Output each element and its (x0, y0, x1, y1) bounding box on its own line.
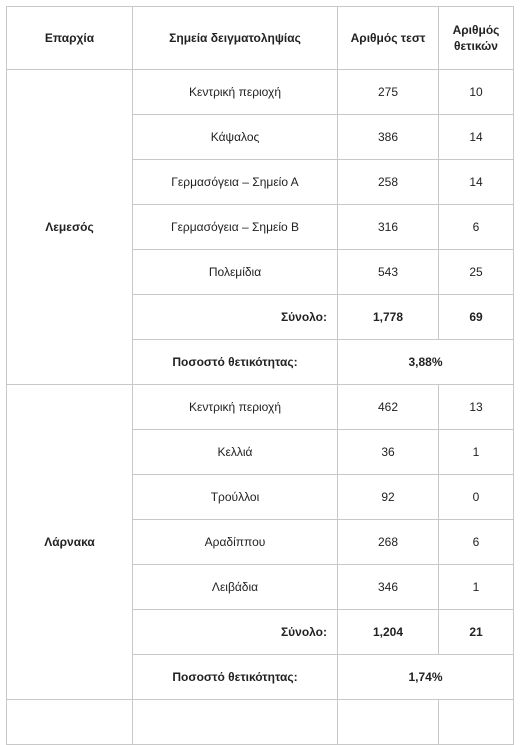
table-row (7, 700, 514, 745)
positives-cell: 1 (439, 430, 514, 475)
header-row (7, 7, 514, 70)
header-sampling-points: Σημεία δειγματοληψίας (133, 7, 338, 70)
tests-cell: 316 (338, 205, 439, 250)
sampling-point-cell: Κελλιά (133, 430, 338, 475)
tests-cell: 386 (338, 115, 439, 160)
district-cell (7, 700, 133, 745)
sampling-point-cell: Κεντρική περιοχή (133, 70, 338, 115)
tests-cell: 258 (338, 160, 439, 205)
rate-value: 1,74% (338, 655, 514, 700)
tests-cell: 346 (338, 565, 439, 610)
sampling-point-cell: Πολεμίδια (133, 250, 338, 295)
header-positives: Αριθμός θετικών (439, 7, 514, 70)
header-tests: Αριθμός τεστ (338, 7, 439, 70)
rate-label: Ποσοστό θετικότητας: (133, 655, 338, 700)
tests-cell: 92 (338, 475, 439, 520)
sampling-point-cell: Τρούλλοι (133, 475, 338, 520)
positives-cell: 13 (439, 385, 514, 430)
positives-cell: 6 (439, 520, 514, 565)
positives-cell: 10 (439, 70, 514, 115)
total-positives: 69 (439, 295, 514, 340)
header-district: Επαρχία (7, 7, 133, 70)
tests-cell: 543 (338, 250, 439, 295)
sampling-point-cell: Κάψαλος (133, 115, 338, 160)
tests-cell: 275 (338, 70, 439, 115)
total-label: Σύνολο: (133, 610, 338, 655)
sampling-point-cell (133, 700, 338, 745)
tests-cell: 268 (338, 520, 439, 565)
total-tests: 1,204 (338, 610, 439, 655)
rate-value: 3,88% (338, 340, 514, 385)
sampling-point-cell: Γερμασόγεια – Σημείο Β (133, 205, 338, 250)
tests-cell: 462 (338, 385, 439, 430)
table-row (7, 385, 514, 430)
district-cell: Λάρνακα (7, 385, 133, 700)
positives-cell: 25 (439, 250, 514, 295)
sampling-point-cell: Αραδίππου (133, 520, 338, 565)
total-tests: 1,778 (338, 295, 439, 340)
tests-cell (338, 700, 439, 745)
positives-cell: 14 (439, 115, 514, 160)
sampling-point-cell: Κεντρική περιοχή (133, 385, 338, 430)
district-cell: Λεμεσός (7, 70, 133, 385)
positives-cell: 1 (439, 565, 514, 610)
table-row (7, 70, 514, 115)
results-table (6, 6, 514, 745)
total-positives: 21 (439, 610, 514, 655)
rate-label: Ποσοστό θετικότητας: (133, 340, 338, 385)
sampling-point-cell: Γερμασόγεια – Σημείο Α (133, 160, 338, 205)
positives-cell: 0 (439, 475, 514, 520)
total-label: Σύνολο: (133, 295, 338, 340)
positives-cell: 6 (439, 205, 514, 250)
positives-cell: 14 (439, 160, 514, 205)
positives-cell (439, 700, 514, 745)
sampling-point-cell: Λειβάδια (133, 565, 338, 610)
tests-cell: 36 (338, 430, 439, 475)
